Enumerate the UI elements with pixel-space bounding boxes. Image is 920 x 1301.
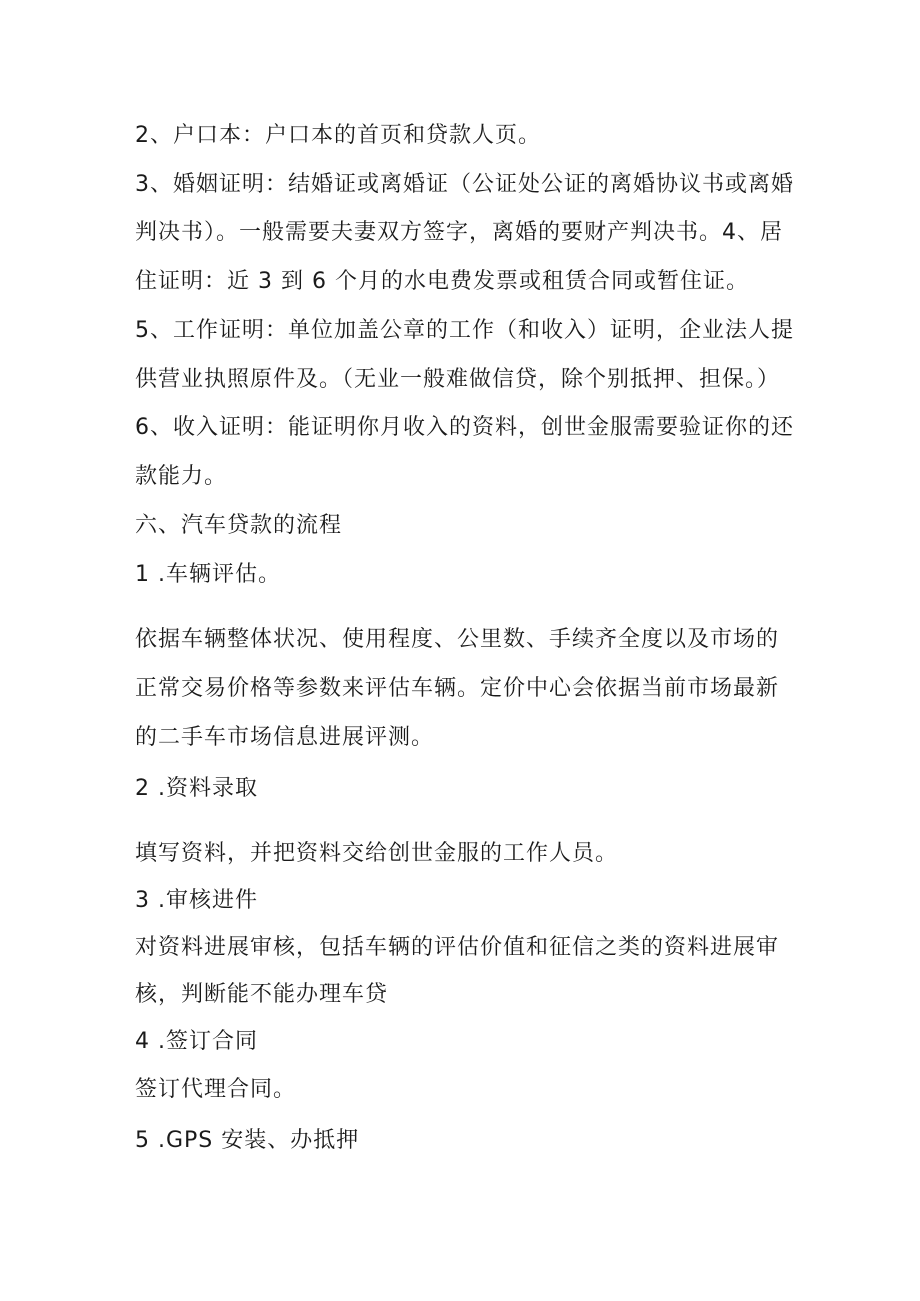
item-3-marriage-certificate: 3、婚姻证明：结婚证或离婚证（公证处公证的离婚协议书或离婚 (135, 172, 794, 197)
step-3-review: 3 .审核进件 (135, 888, 258, 913)
item-6-continued: 款能力。 (135, 464, 228, 489)
item-5-continued: 供营业执照原件及。（无业一般难做信贷，除个别抵押、担保。） (135, 367, 781, 392)
step-4-paragraph: 签订代理合同。 (135, 1077, 297, 1102)
step-1-paragraph-line-1: 依据车辆整体状况、使用程度、公里数、手续齐全度以及市场的 (135, 627, 780, 652)
item-5-work-proof: 5、工作证明：单位加盖公章的工作（和收入）证明，企业法人提 (135, 318, 794, 343)
step-2-data-entry: 2 .资料录取 (135, 776, 258, 801)
step-1-paragraph-line-2: 正常交易价格等参数来评估车辆。定价中心会依据当前市场最新 (135, 676, 780, 701)
step-1-paragraph-line-3: 的二手车市场信息进展评测。 (135, 725, 435, 750)
step-5-gps-install: 5 .GPS 安装、办抵押 (135, 1128, 360, 1153)
step-3-paragraph-line-2: 核，判断能不能办理车贷 (135, 982, 389, 1007)
step-4-sign-contract: 4 .签订合同 (135, 1029, 258, 1054)
step-3-paragraph-line-1: 对资料进展审核，包括车辆的评估价值和征信之类的资料进展审 (135, 935, 780, 960)
step-1-vehicle-assessment: 1 .车辆评估。 (135, 562, 281, 587)
step-2-paragraph: 填写资料，并把资料交给创世金服的工作人员。 (135, 841, 619, 866)
item-6-income-proof: 6、收入证明：能证明你月收入的资料，创世金服需要验证你的还 (135, 415, 794, 440)
section-heading-loan-process: 六、汽车贷款的流程 (135, 513, 343, 538)
item-2-household-register: 2、户口本：户口本的首页和贷款人页。 (135, 123, 541, 148)
item-3-continued: 判决书）。一般需要夫妻双方签字，离婚的要财产判决书。4、居 (135, 220, 783, 245)
item-4-residence-proof: 住证明：近 3 到 6 个月的水电费发票或租赁合同或暂住证。 (135, 269, 749, 294)
